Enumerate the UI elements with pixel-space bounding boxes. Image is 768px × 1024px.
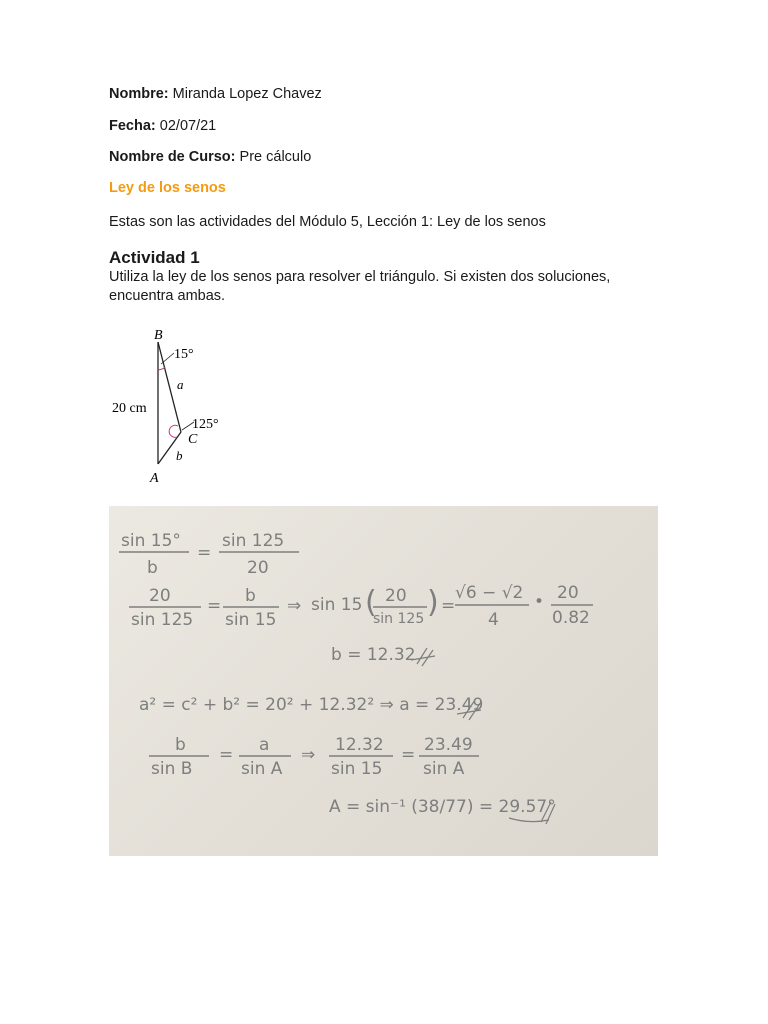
hw-l2-den2: sin 15 <box>225 610 277 630</box>
hw-l5-num3: 12.32 <box>335 735 384 755</box>
side-a-label: a <box>177 377 184 392</box>
angle-c-label: 125° <box>192 417 219 432</box>
handwriting-photo <box>109 506 658 856</box>
hw-l6: A = sin⁻¹ (38/77) = 29.57° <box>329 797 556 817</box>
date-label: Fecha: <box>109 118 156 134</box>
hw-l2-den1: sin 125 <box>131 610 194 630</box>
hw-l2-paren-num: 20 <box>385 586 407 606</box>
hw-l2-num2: b <box>245 586 256 606</box>
hw-l2-last-num: 20 <box>557 583 579 603</box>
hw-l2-paren-open: ( <box>365 585 377 620</box>
course-label: Nombre de Curso: <box>109 149 236 165</box>
date-value: 02/07/21 <box>159 118 217 134</box>
section-title: Ley de los senos <box>109 180 226 196</box>
hw-l2-num1: 20 <box>149 586 171 606</box>
hw-l1-num-left: sin 15° <box>121 531 181 551</box>
angle-b-label: 15° <box>174 347 194 362</box>
hw-l5-arrow: ⇒ <box>301 745 316 765</box>
hw-l1-den-left: b <box>147 558 158 578</box>
hw-l1-equals: = <box>197 543 212 563</box>
name-line <box>109 86 322 102</box>
name-value: Miranda Lopez Chavez <box>172 86 322 102</box>
side-b-label: b <box>176 448 183 463</box>
hw-l2-dot: • <box>534 592 545 612</box>
hw-l2-root-num: √6 − √2 <box>455 583 524 603</box>
hw-l3: b = 12.32 <box>331 645 416 665</box>
hw-l5-den2: sin A <box>241 759 283 779</box>
name-label: Nombre: <box>109 86 169 102</box>
intro-text: Estas son las actividades del Módulo 5, Lección 1: Ley de los senos <box>109 214 546 230</box>
hw-l2-sin: sin 15 <box>311 595 363 615</box>
hw-l2-root-den: 4 <box>488 610 499 630</box>
hw-l5-num2: a <box>259 735 270 755</box>
hw-l1-num-right: sin 125 <box>222 531 285 551</box>
hw-l1-den-right: 20 <box>247 558 269 578</box>
activity-instructions: Utiliza la ley de los senos para resolver el triángulo. Si existen dos soluciones, encuentra ambas. <box>109 269 611 304</box>
course-value: Pre cálculo <box>239 149 312 165</box>
hw-l5-den4: sin A <box>423 759 465 779</box>
hw-l2-last-den: 0.82 <box>552 608 590 628</box>
hw-l5-num1: b <box>175 735 186 755</box>
hw-l2-paren-close: ) <box>427 585 439 620</box>
angle-c-arc <box>169 425 178 437</box>
side-c-label: 20 cm <box>112 401 147 416</box>
hw-l2-equals2: = <box>441 596 456 616</box>
hw-l2-arrow: ⇒ <box>287 596 302 616</box>
hw-l5-equals2: = <box>401 745 416 765</box>
triangle-figure <box>108 322 238 490</box>
hw-l5-num4: 23.49 <box>424 735 473 755</box>
hw-l5-den1: sin B <box>151 759 193 779</box>
hw-l5-den3: sin 15 <box>331 759 383 779</box>
vertex-a-label: A <box>150 471 159 486</box>
hw-l2-paren-den: sin 125 <box>373 611 425 627</box>
hw-l5-equals1: = <box>219 745 234 765</box>
vertex-b-label: B <box>154 328 163 343</box>
course-line <box>109 149 311 165</box>
angle-b-leader <box>161 353 174 364</box>
hw-l2-equals1: = <box>207 596 222 616</box>
vertex-c-label: C <box>188 432 198 447</box>
activity-heading: Actividad 1 <box>109 248 200 267</box>
date-line <box>109 118 216 134</box>
hw-l4: a² = c² + b² = 20² + 12.32² ⇒ a = 23.49 <box>139 695 484 715</box>
